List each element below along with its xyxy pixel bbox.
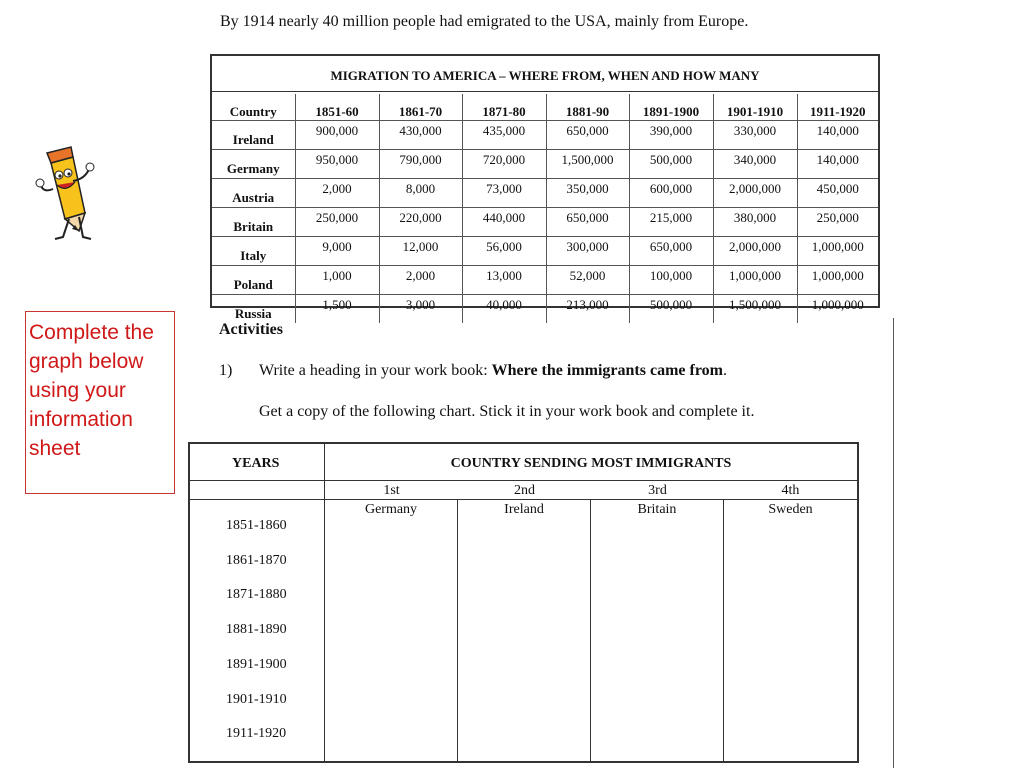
value-cell: 435,000 xyxy=(462,121,546,150)
country-column xyxy=(591,500,724,762)
activity-heading-text: Where the immigrants came from xyxy=(491,362,723,379)
value-cell: 220,000 xyxy=(379,208,462,237)
value-cell: 1,000,000 xyxy=(797,295,878,324)
header-period: 1881-90 xyxy=(546,94,629,121)
header-period: 1871-80 xyxy=(462,94,546,121)
year-label: 1891-1900 xyxy=(226,656,287,672)
rank-label: 3rd xyxy=(591,481,724,500)
table-row xyxy=(212,179,878,208)
value-cell: 2,000,000 xyxy=(713,179,797,208)
value-cell: 140,000 xyxy=(797,150,878,179)
year-label: 1871-1880 xyxy=(226,587,287,603)
value-cell: 52,000 xyxy=(546,266,629,295)
header-country: Country xyxy=(212,94,295,121)
year-label: 1911-1920 xyxy=(226,726,287,742)
migration-table-title: MIGRATION TO AMERICA – WHERE FROM, WHEN AND HOW MANY xyxy=(212,56,878,92)
country-cell: Italy xyxy=(212,237,295,266)
value-cell: 600,000 xyxy=(629,179,713,208)
header-period: 1901-1910 xyxy=(713,94,797,121)
value-cell: 13,000 xyxy=(462,266,546,295)
activity-instruction-end: . xyxy=(722,362,727,379)
migration-table xyxy=(210,54,880,321)
value-cell: 790,000 xyxy=(379,150,462,179)
country-cell: Britain xyxy=(212,208,295,237)
country-cell: Ireland xyxy=(212,121,295,150)
value-cell: 213,000 xyxy=(546,295,629,324)
rank-label: 4th xyxy=(724,481,857,500)
country-label: Britain xyxy=(637,502,677,517)
value-cell: 12,000 xyxy=(379,237,462,266)
rank-row-blank xyxy=(190,481,325,500)
value-cell: 100,000 xyxy=(629,266,713,295)
value-cell: 330,000 xyxy=(713,121,797,150)
header-period: 1861-70 xyxy=(379,94,462,121)
value-cell: 250,000 xyxy=(797,208,878,237)
value-cell: 215,000 xyxy=(629,208,713,237)
value-cell: 450,000 xyxy=(797,179,878,208)
country-column xyxy=(325,500,458,762)
value-cell: 500,000 xyxy=(629,150,713,179)
table-row xyxy=(212,266,878,295)
rank-label: 1st xyxy=(325,481,458,500)
value-cell: 73,000 xyxy=(462,179,546,208)
activity-number: 1) xyxy=(219,362,233,379)
years-header: YEARS xyxy=(190,444,325,481)
value-cell: 390,000 xyxy=(629,121,713,150)
immigrant-chart xyxy=(188,442,859,763)
value-cell: 9,000 xyxy=(295,237,379,266)
country-header: COUNTRY SENDING MOST IMMIGRANTS xyxy=(325,444,857,481)
value-cell: 250,000 xyxy=(295,208,379,237)
value-cell: 350,000 xyxy=(546,179,629,208)
year-label: 1881-1890 xyxy=(226,622,287,638)
header-period: 1891-1900 xyxy=(629,94,713,121)
table-row xyxy=(212,237,878,266)
value-cell: 650,000 xyxy=(629,237,713,266)
country-column xyxy=(458,500,591,762)
value-cell: 650,000 xyxy=(546,208,629,237)
value-cell: 2,000 xyxy=(379,266,462,295)
value-cell: 340,000 xyxy=(713,150,797,179)
activity-instruction xyxy=(259,362,727,380)
value-cell: 1,000,000 xyxy=(713,266,797,295)
country-column xyxy=(724,500,857,762)
table-row xyxy=(212,121,878,150)
value-cell: 1,000,000 xyxy=(797,237,878,266)
table-header-row xyxy=(212,94,878,121)
pencil-mascot-icon xyxy=(33,145,103,245)
table-row xyxy=(212,150,878,179)
value-cell: 430,000 xyxy=(379,121,462,150)
migration-data-grid xyxy=(212,94,878,323)
year-label: 1861-1870 xyxy=(226,552,287,568)
value-cell: 900,000 xyxy=(295,121,379,150)
value-cell: 140,000 xyxy=(797,121,878,150)
value-cell: 950,000 xyxy=(295,150,379,179)
country-cell: Russia xyxy=(212,295,295,324)
value-cell: 2,000 xyxy=(295,179,379,208)
country-cell: Germany xyxy=(212,150,295,179)
page-divider xyxy=(893,318,894,768)
activity-instruction-text: Write a heading in your work book: xyxy=(259,362,488,379)
value-cell: 2,000,000 xyxy=(713,237,797,266)
value-cell: 1,000,000 xyxy=(797,266,878,295)
activities-heading: Activities xyxy=(219,321,283,338)
country-cell: Poland xyxy=(212,266,295,295)
value-cell: 1,500,000 xyxy=(713,295,797,324)
country-label: Sweden xyxy=(768,502,813,517)
value-cell: 380,000 xyxy=(713,208,797,237)
value-cell: 1,500 xyxy=(295,295,379,324)
instruction-note: Complete the graph below using your information sheet xyxy=(25,311,175,494)
value-cell: 650,000 xyxy=(546,121,629,150)
header-period: 1851-60 xyxy=(295,94,379,121)
value-cell: 8,000 xyxy=(379,179,462,208)
value-cell: 1,500,000 xyxy=(546,150,629,179)
value-cell: 440,000 xyxy=(462,208,546,237)
value-cell: 300,000 xyxy=(546,237,629,266)
country-label: Ireland xyxy=(504,502,544,517)
value-cell: 1,000 xyxy=(295,266,379,295)
header-period: 1911-1920 xyxy=(797,94,878,121)
country-label: Germany xyxy=(364,502,418,517)
country-cell: Austria xyxy=(212,179,295,208)
intro-text: By 1914 nearly 40 million people had emigrated to the USA, mainly from Europe. xyxy=(220,13,749,30)
value-cell: 40,000 xyxy=(462,295,546,324)
table-row xyxy=(212,208,878,237)
value-cell: 3,000 xyxy=(379,295,462,324)
year-label: 1851-1860 xyxy=(226,518,287,533)
copy-instruction: Get a copy of the following chart. Stick it in your work book and complete it. xyxy=(259,403,755,420)
value-cell: 500,000 xyxy=(629,295,713,324)
table-row xyxy=(212,295,878,324)
value-cell: 720,000 xyxy=(462,150,546,179)
rank-label: 2nd xyxy=(458,481,591,500)
value-cell: 56,000 xyxy=(462,237,546,266)
year-label: 1901-1910 xyxy=(226,691,287,707)
